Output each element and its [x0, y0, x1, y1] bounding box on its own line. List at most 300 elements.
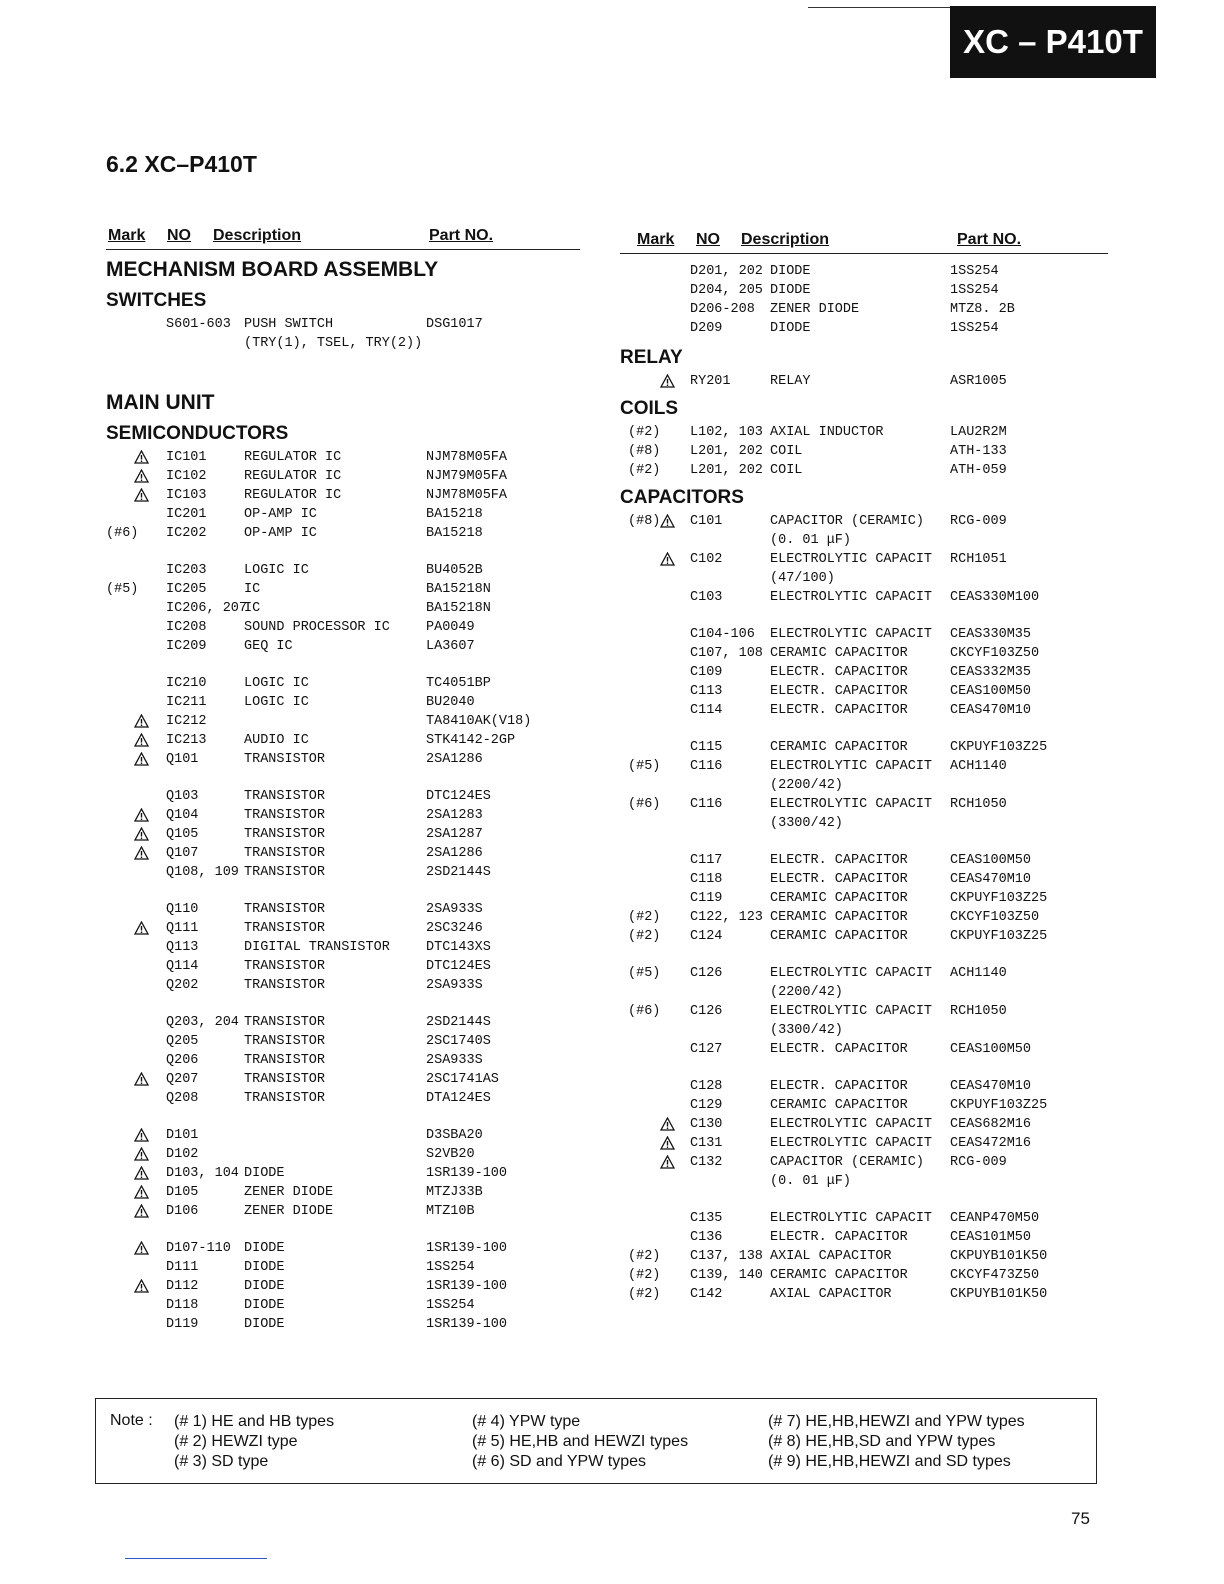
- part-row: [106, 486, 606, 505]
- row-no: IC205: [166, 582, 207, 597]
- row-part-no: NJM79M05FA: [426, 469, 508, 484]
- part-row: [106, 919, 606, 938]
- row-part-no: RCG-009: [950, 514, 1007, 529]
- part-row: [620, 701, 1120, 720]
- row-description: TRANSISTOR: [244, 1072, 326, 1087]
- part-row: [620, 442, 1120, 461]
- row-no: C104-106: [690, 627, 755, 642]
- row-no: Q114: [166, 959, 199, 974]
- note-item: (# 1) HE and HB types: [174, 1413, 335, 1430]
- part-row: [620, 1228, 1120, 1247]
- note-column: [472, 1412, 688, 1472]
- part-row-continuation: [106, 334, 606, 353]
- row-no: L201, 202: [690, 444, 763, 459]
- note-label: Note :: [110, 1412, 153, 1429]
- note-item: (# 8) HE,HB,SD and YPW types: [768, 1433, 996, 1450]
- row-no: D102: [166, 1147, 199, 1162]
- row-no: Q105: [166, 827, 199, 842]
- part-row: [620, 757, 1120, 776]
- row-description-continued: (47/100): [770, 571, 835, 586]
- row-part-no: 1SR139-100: [426, 1279, 508, 1294]
- row-no: C135: [690, 1211, 723, 1226]
- row-description: TRANSISTOR: [244, 1053, 326, 1068]
- diodes-list: [620, 262, 1120, 338]
- note-item: (# 3) SD type: [174, 1453, 269, 1470]
- row-part-no: CEAS472M16: [950, 1136, 1032, 1151]
- row-part-no: 1SS254: [950, 283, 999, 298]
- semiconductors-heading: SEMICONDUCTORS: [106, 423, 289, 444]
- semiconductors-list: [106, 448, 606, 1334]
- row-description: ELECTR. CAPACITOR: [770, 665, 908, 680]
- row-description: ZENER DIODE: [244, 1204, 334, 1219]
- part-row: [620, 927, 1120, 946]
- row-no: C116: [690, 759, 723, 774]
- row-mark: (#5): [106, 582, 139, 597]
- row-description: ELECTR. CAPACITOR: [770, 1042, 908, 1057]
- part-row: [620, 644, 1120, 663]
- row-mark: (#2): [628, 929, 661, 944]
- row-description: ELECTR. CAPACITOR: [770, 1230, 908, 1245]
- note-item: (# 6) SD and YPW types: [472, 1453, 646, 1470]
- row-no: C132: [690, 1155, 723, 1170]
- row-description: DIODE: [770, 321, 811, 336]
- row-part-no: BA15218N: [426, 601, 491, 616]
- row-description-continued: (0. 01 μF): [770, 1174, 852, 1189]
- part-row-continuation: [620, 531, 1120, 550]
- row-no: D101: [166, 1128, 199, 1143]
- row-part-no: CEAS100M50: [950, 684, 1032, 699]
- row-description: OP-AMP IC: [244, 507, 317, 522]
- row-part-no: 1SR139-100: [426, 1241, 508, 1256]
- note-item: (# 7) HE,HB,HEWZI and YPW types: [768, 1413, 1025, 1430]
- row-part-no: 2SC1741AS: [426, 1072, 499, 1087]
- row-description-continued: (2200/42): [770, 778, 843, 793]
- row-no: C127: [690, 1042, 723, 1057]
- row-no: IC101: [166, 450, 207, 465]
- row-no: RY201: [690, 374, 731, 389]
- header-part-no: Part NO.: [429, 227, 494, 244]
- row-description: ELECTROLYTIC CAPACIT: [770, 1117, 933, 1132]
- part-row-continuation: [620, 814, 1120, 833]
- row-part-no: 2SA1286: [426, 846, 483, 861]
- row-description-continued: (3300/42): [770, 816, 843, 831]
- row-part-no: CEAS470M10: [950, 872, 1032, 887]
- row-mark: (#6): [106, 526, 139, 541]
- row-description: DIODE: [770, 264, 811, 279]
- column-header: [620, 231, 1108, 254]
- row-mark: (#2): [628, 425, 661, 440]
- row-part-no: DSG1017: [426, 317, 483, 332]
- capacitors-list: [620, 512, 1120, 1304]
- part-row: [620, 682, 1120, 701]
- row-description: DIODE: [244, 1166, 285, 1181]
- row-part-no: RCG-009: [950, 1155, 1007, 1170]
- row-part-no: BU2040: [426, 695, 475, 710]
- note-column: [174, 1412, 334, 1472]
- row-description: CAPACITOR (CERAMIC): [770, 1155, 924, 1170]
- row-description: CERAMIC CAPACITOR: [770, 1098, 908, 1113]
- row-no: S601-603: [166, 317, 231, 332]
- row-description: AXIAL CAPACITOR: [770, 1249, 892, 1264]
- part-row: [106, 976, 606, 995]
- row-no: D106: [166, 1204, 199, 1219]
- part-row: [620, 851, 1120, 870]
- part-row: [620, 319, 1120, 338]
- bottom-rule: [125, 1558, 267, 1559]
- row-no: C136: [690, 1230, 723, 1245]
- row-no: Q111: [166, 921, 199, 936]
- row-no: C102: [690, 552, 723, 567]
- switches-heading: SWITCHES: [106, 290, 207, 311]
- row-description: TRANSISTOR: [244, 808, 326, 823]
- header-mark: Mark: [637, 231, 675, 248]
- row-no: C131: [690, 1136, 723, 1151]
- row-part-no: DTC124ES: [426, 789, 491, 804]
- note-box: [95, 1398, 1097, 1484]
- row-no: Q108, 109: [166, 865, 239, 880]
- row-part-no: CEAS470M10: [950, 703, 1032, 718]
- row-description: TRANSISTOR: [244, 752, 326, 767]
- row-part-no: CKPUYF103Z25: [950, 1098, 1048, 1113]
- main-unit-heading: MAIN UNIT: [106, 391, 215, 414]
- row-description: TRANSISTOR: [244, 865, 326, 880]
- row-no: Q110: [166, 902, 199, 917]
- part-row: [620, 1096, 1120, 1115]
- row-description: CERAMIC CAPACITOR: [770, 740, 908, 755]
- row-description: OP-AMP IC: [244, 526, 317, 541]
- row-description: ELECTROLYTIC CAPACIT: [770, 552, 933, 567]
- row-part-no: CEAS100M50: [950, 853, 1032, 868]
- row-mark: (#8): [628, 444, 661, 459]
- part-row: [620, 795, 1120, 814]
- top-rule: [808, 7, 950, 8]
- row-part-no: ACH1140: [950, 966, 1007, 981]
- part-row: [106, 1258, 606, 1277]
- part-row: [620, 663, 1120, 682]
- part-row: [106, 806, 606, 825]
- note-item: (# 4) YPW type: [472, 1413, 581, 1430]
- part-row: [620, 870, 1120, 889]
- row-no: D204, 205: [690, 283, 763, 298]
- row-part-no: D3SBA20: [426, 1128, 483, 1143]
- row-part-no: CEAS332M35: [950, 665, 1032, 680]
- row-part-no: MTZJ33B: [426, 1185, 483, 1200]
- row-description: REGULATOR IC: [244, 488, 342, 503]
- row-no: C107, 108: [690, 646, 763, 661]
- row-part-no: 2SA1283: [426, 808, 483, 823]
- row-no: Q208: [166, 1091, 199, 1106]
- row-part-no: CKCYF103Z50: [950, 910, 1040, 925]
- row-part-no: TC4051BP: [426, 676, 491, 691]
- row-part-no: RCH1050: [950, 797, 1007, 812]
- row-description-continued: (0. 01 μF): [770, 533, 852, 548]
- row-no: IC210: [166, 676, 207, 691]
- row-description: TRANSISTOR: [244, 902, 326, 917]
- part-row: [106, 1183, 606, 1202]
- row-description: TRANSISTOR: [244, 978, 326, 993]
- row-description: ELECTR. CAPACITOR: [770, 853, 908, 868]
- row-mark: (#2): [628, 1249, 661, 1264]
- row-part-no: 2SC1740S: [426, 1034, 491, 1049]
- row-description: SOUND PROCESSOR IC: [244, 620, 390, 635]
- row-description: CERAMIC CAPACITOR: [770, 929, 908, 944]
- part-row: [620, 1115, 1120, 1134]
- page-number: 75: [1071, 1509, 1090, 1528]
- part-row: [620, 1040, 1120, 1059]
- row-no: C122, 123: [690, 910, 763, 925]
- mechanism-board-heading: MECHANISM BOARD ASSEMBLY: [106, 258, 439, 281]
- note-item: (# 2) HEWZI type: [174, 1433, 298, 1450]
- part-row-continuation: [620, 776, 1120, 795]
- row-no: D107-110: [166, 1241, 231, 1256]
- row-part-no: CEAS682M16: [950, 1117, 1032, 1132]
- row-no: Q202: [166, 978, 199, 993]
- part-row: [106, 561, 606, 580]
- row-no: C118: [690, 872, 723, 887]
- left-column: [106, 227, 606, 1334]
- part-row: [620, 372, 1120, 391]
- part-row: [620, 625, 1120, 644]
- row-no: C139, 140: [690, 1268, 763, 1283]
- row-no: D112: [166, 1279, 199, 1294]
- row-part-no: RCH1050: [950, 1004, 1007, 1019]
- part-row: [620, 281, 1120, 300]
- part-row: [620, 1266, 1120, 1285]
- row-mark: (#8): [628, 514, 661, 529]
- row-description: AXIAL INDUCTOR: [770, 425, 884, 440]
- row-no: C116: [690, 797, 723, 812]
- part-row: [620, 461, 1120, 480]
- row-description: LOGIC IC: [244, 676, 309, 691]
- row-part-no: DTC124ES: [426, 959, 491, 974]
- relay-heading: RELAY: [620, 347, 683, 368]
- row-description: CERAMIC CAPACITOR: [770, 910, 908, 925]
- part-row: [106, 863, 606, 882]
- row-description: ZENER DIODE: [770, 302, 860, 317]
- header-mark: Mark: [108, 227, 146, 244]
- model-badge: XC – P410T: [950, 6, 1156, 78]
- row-description: COIL: [770, 463, 803, 478]
- row-part-no: CEAS330M100: [950, 590, 1040, 605]
- part-row: [106, 580, 606, 599]
- row-description: LOGIC IC: [244, 695, 309, 710]
- row-no: C130: [690, 1117, 723, 1132]
- row-description: ELECTR. CAPACITOR: [770, 1079, 908, 1094]
- row-no: C109: [690, 665, 723, 680]
- row-description: CERAMIC CAPACITOR: [770, 646, 908, 661]
- part-row: [106, 712, 606, 731]
- row-no: Q101: [166, 752, 199, 767]
- row-no: C129: [690, 1098, 723, 1113]
- row-part-no: 2SD2144S: [426, 1015, 491, 1030]
- row-part-no: CKPUYB101K50: [950, 1287, 1048, 1302]
- row-part-no: BA15218: [426, 507, 483, 522]
- capacitors-heading: CAPACITORS: [620, 487, 744, 508]
- row-no: Q104: [166, 808, 199, 823]
- part-row: [106, 1296, 606, 1315]
- row-mark: (#6): [628, 797, 661, 812]
- row-description: ELECTROLYTIC CAPACIT: [770, 627, 933, 642]
- row-description-continued: (3300/42): [770, 1023, 843, 1038]
- warning-triangle-icon: [134, 1204, 149, 1225]
- row-no: C126: [690, 966, 723, 981]
- part-row: [106, 1070, 606, 1089]
- row-no: C117: [690, 853, 723, 868]
- row-description: ELECTROLYTIC CAPACIT: [770, 590, 933, 605]
- row-description: TRANSISTOR: [244, 789, 326, 804]
- part-row: [106, 787, 606, 806]
- row-description: TRANSISTOR: [244, 921, 326, 936]
- part-row: [620, 964, 1120, 983]
- section-title: 6.2 XC–P410T: [106, 151, 257, 177]
- row-description: DIODE: [244, 1298, 285, 1313]
- row-part-no: 2SD2144S: [426, 865, 491, 880]
- row-part-no: ATH-059: [950, 463, 1007, 478]
- part-row: [106, 524, 606, 543]
- row-no: IC102: [166, 469, 207, 484]
- row-no: Q113: [166, 940, 199, 955]
- row-description: IC: [244, 601, 261, 616]
- row-no: IC211: [166, 695, 207, 710]
- row-no: C137, 138: [690, 1249, 763, 1264]
- row-description: REGULATOR IC: [244, 450, 342, 465]
- row-no: Q206: [166, 1053, 199, 1068]
- part-row: [106, 1202, 606, 1221]
- row-description: TRANSISTOR: [244, 1091, 326, 1106]
- part-row-continuation: [620, 1021, 1120, 1040]
- warning-triangle-icon: [134, 752, 149, 773]
- row-part-no: CKPUYF103Z25: [950, 891, 1048, 906]
- row-no: IC213: [166, 733, 207, 748]
- row-part-no: CKCYF103Z50: [950, 646, 1040, 661]
- part-row: [620, 1077, 1120, 1096]
- header-no: NO: [167, 227, 191, 244]
- part-row-continuation: [620, 569, 1120, 588]
- header-description: Description: [741, 231, 830, 248]
- row-part-no: 2SA933S: [426, 1053, 483, 1068]
- part-row: [106, 674, 606, 693]
- row-no: L102, 103: [690, 425, 763, 440]
- part-row: [106, 315, 606, 334]
- row-description: DIODE: [244, 1260, 285, 1275]
- row-no: Q207: [166, 1072, 199, 1087]
- part-row: [106, 1315, 606, 1334]
- row-part-no: BA15218N: [426, 582, 491, 597]
- row-part-no: STK4142-2GP: [426, 733, 516, 748]
- row-description: TRANSISTOR: [244, 1034, 326, 1049]
- part-row: [620, 889, 1120, 908]
- row-no: D201, 202: [690, 264, 763, 279]
- row-part-no: LA3607: [426, 639, 475, 654]
- row-description: COIL: [770, 444, 803, 459]
- row-no: D209: [690, 321, 723, 336]
- row-no: C101: [690, 514, 723, 529]
- row-part-no: 1SS254: [426, 1260, 475, 1275]
- row-no: Q107: [166, 846, 199, 861]
- row-part-no: NJM78M05FA: [426, 488, 508, 503]
- coils-heading: COILS: [620, 398, 679, 419]
- header-description: Description: [213, 227, 302, 244]
- row-no: L201, 202: [690, 463, 763, 478]
- part-row: [620, 1209, 1120, 1228]
- row-mark: (#2): [628, 1287, 661, 1302]
- part-row: [106, 448, 606, 467]
- row-part-no: CEAS101M50: [950, 1230, 1032, 1245]
- row-part-no: DTA124ES: [426, 1091, 491, 1106]
- row-no: D105: [166, 1185, 199, 1200]
- row-part-no: CKPUYB101K50: [950, 1249, 1048, 1264]
- part-row: [106, 1145, 606, 1164]
- part-row: [106, 637, 606, 656]
- row-description: AUDIO IC: [244, 733, 309, 748]
- row-part-no: TA8410AK(V18): [426, 714, 532, 729]
- part-row: [106, 599, 606, 618]
- part-row: [620, 908, 1120, 927]
- row-description: TRANSISTOR: [244, 959, 326, 974]
- row-no: Q205: [166, 1034, 199, 1049]
- row-description: LOGIC IC: [244, 563, 309, 578]
- note-item: (# 9) HE,HB,HEWZI and SD types: [768, 1453, 1011, 1470]
- row-description: TRANSISTOR: [244, 827, 326, 842]
- row-description: ELECTR. CAPACITOR: [770, 684, 908, 699]
- row-no: IC209: [166, 639, 207, 654]
- row-no: D111: [166, 1260, 199, 1275]
- row-part-no: CEAS330M35: [950, 627, 1032, 642]
- column-header: [106, 227, 580, 250]
- row-no: C142: [690, 1287, 723, 1302]
- row-no: IC212: [166, 714, 207, 729]
- row-mark: (#5): [628, 966, 661, 981]
- row-mark: (#2): [628, 910, 661, 925]
- part-row: [106, 957, 606, 976]
- row-part-no: CKPUYF103Z25: [950, 929, 1048, 944]
- row-description: ELECTR. CAPACITOR: [770, 872, 908, 887]
- row-part-no: CKCYF473Z50: [950, 1268, 1040, 1283]
- row-no: Q103: [166, 789, 199, 804]
- row-part-no: 1SS254: [426, 1298, 475, 1313]
- row-description: ELECTROLYTIC CAPACIT: [770, 1136, 933, 1151]
- part-row: [106, 825, 606, 844]
- row-part-no: 2SA933S: [426, 978, 483, 993]
- part-row: [620, 588, 1120, 607]
- row-no: IC208: [166, 620, 207, 635]
- row-part-no: NJM78M05FA: [426, 450, 508, 465]
- row-no: D206-208: [690, 302, 755, 317]
- row-part-no: ACH1140: [950, 759, 1007, 774]
- part-row: [106, 505, 606, 524]
- row-description: IC: [244, 582, 261, 597]
- row-description: ELECTROLYTIC CAPACIT: [770, 1211, 933, 1226]
- row-no: IC206, 207: [166, 601, 248, 616]
- relay-list: [620, 372, 1120, 391]
- coils-list: [620, 423, 1120, 480]
- part-row-continuation: [620, 983, 1120, 1002]
- row-description: DIODE: [244, 1279, 285, 1294]
- row-description: TRANSISTOR: [244, 846, 326, 861]
- row-description: AXIAL CAPACITOR: [770, 1287, 892, 1302]
- row-mark: (#2): [628, 463, 661, 478]
- row-no: IC202: [166, 526, 207, 541]
- note-column: [768, 1412, 1025, 1472]
- row-part-no: 1SS254: [950, 321, 999, 336]
- row-description: CERAMIC CAPACITOR: [770, 891, 908, 906]
- row-no: C103: [690, 590, 723, 605]
- row-no: D103, 104: [166, 1166, 239, 1181]
- row-part-no: CEAS100M50: [950, 1042, 1032, 1057]
- row-no: Q203, 204: [166, 1015, 239, 1030]
- row-part-no: CEAS470M10: [950, 1079, 1032, 1094]
- switches-list: [106, 315, 606, 353]
